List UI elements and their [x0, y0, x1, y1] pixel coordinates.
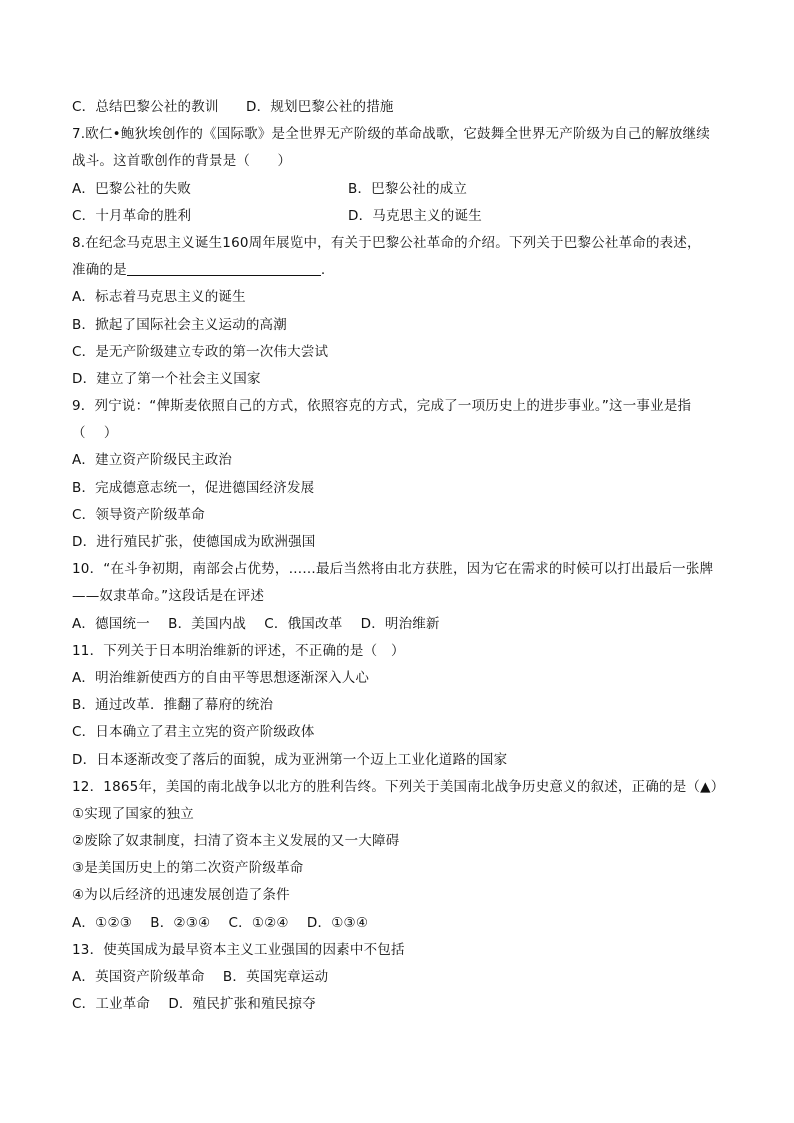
q9-option-b: B．完成德意志统一，促进德国经济发展 [72, 479, 315, 496]
q8-stem-line1: 8.在纪念马克思主义诞生160周年展览中，有关于巴黎公社革命的介绍。下列关于巴黎公社革命的表述， [72, 234, 701, 251]
q11-option-d: D．日本逐渐改变了落后的面貌，成为亚洲第一个迈上工业化道路的国家 [72, 751, 508, 768]
answer-blank[interactable] [127, 261, 321, 276]
q6-options-cd: C．总结巴黎公社的教训 D．规划巴黎公社的措施 [72, 99, 394, 115]
q11-stem: 11．下列关于日本明治维新的评述，不正确的是（ ） [72, 642, 405, 659]
q11-option-c: C．日本确立了君主立宪的资产阶级政体 [72, 724, 315, 741]
q10-stem-line2: ——奴隶革命。”这段话是在评述 [72, 588, 265, 605]
q7-options-ab [72, 176, 724, 203]
q9-option-a: A．建立资产阶级民主政治 [72, 452, 233, 469]
q8-option-b: B．掀起了国际社会主义运动的高潮 [72, 316, 287, 333]
q11-option-a: A．明治维新使西方的自由平等思想逐渐深入人心 [72, 669, 370, 686]
q7-option-b: B．巴黎公社的成立 [348, 180, 468, 197]
q12-options: A．①②③ B．②③④ C．①②④ D．①③④ [72, 914, 369, 931]
q12-statement-2: ②废除了奴隶制度，扫清了资本主义发展的又一大障碍 [72, 833, 400, 850]
q8-option-d: D．建立了第一个社会主义国家 [72, 370, 261, 387]
q11-option-b: B．通过改革．推翻了幕府的统治 [72, 697, 274, 714]
q8-option-c: C．是无产阶级建立专政的第一次伟大尝试 [72, 343, 329, 360]
q12-stem: 12．1865年，美国的南北战争以北方的胜利告终。下列关于美国南北战争历史意义的叙述，正确的是（▲） [72, 778, 725, 795]
q12-statement-1: ①实现了国家的独立 [72, 805, 194, 822]
question-list [72, 94, 724, 1018]
q13-options-cd: C．工业革命 D．殖民扩张和殖民掠夺 [72, 996, 316, 1013]
q10-stem-line1: 10．“在斗争初期，南部会占优势，……最后当然将由北方获胜，因为它在需求的时候可以打出最后一张牌 [72, 561, 714, 578]
q10-options: A．德国统一 B．美国内战 C．俄国改革 D．明治维新 [72, 615, 440, 632]
q7-options-cd [72, 203, 724, 230]
q9-option-d: D．进行殖民扩张，使德国成为欧洲强国 [72, 534, 316, 550]
q13-options-ab: A．英国资产阶级革命 B．英国宪章运动 [72, 969, 329, 985]
q12-statement-4: ④为以后经济的迅速发展创造了条件 [72, 887, 290, 904]
q12-statement-3: ③是美国历史上的第二次资产阶级革命 [72, 860, 304, 877]
q8-stem-prefix: 准确的是 [72, 262, 127, 279]
q7-stem-line2: 战斗。这首歌创作的背景是（ ） [72, 153, 292, 170]
q8-stem-suffix: . [320, 262, 326, 279]
q9-stem-line2: （ ） [72, 425, 118, 442]
q7-stem-line1: 7.欧仁•鲍狄埃创作的《国际歌》是全世界无产阶级的革命战歌，它鼓舞全世界无产阶级为自己的解放继续 [72, 126, 710, 143]
q9-stem-line1: 9．列宁说：“俾斯麦依照自己的方式，依照容克的方式，完成了一项历史上的进步事业。”这一事业是指 [72, 398, 692, 415]
q7-option-d: D．马克思主义的诞生 [348, 207, 482, 224]
q9-option-c: C．领导资产阶级革命 [72, 506, 205, 523]
q7-option-c: C．十月革命的胜利 [72, 207, 192, 224]
q7-option-a: A．巴黎公社的失败 [72, 180, 192, 197]
q8-stem-line2 [72, 257, 724, 284]
q8-option-a: A．标志着马克思主义的诞生 [72, 289, 246, 306]
q13-stem: 13．使英国成为最早资本主义工业强国的因素中不包括 [72, 941, 405, 958]
